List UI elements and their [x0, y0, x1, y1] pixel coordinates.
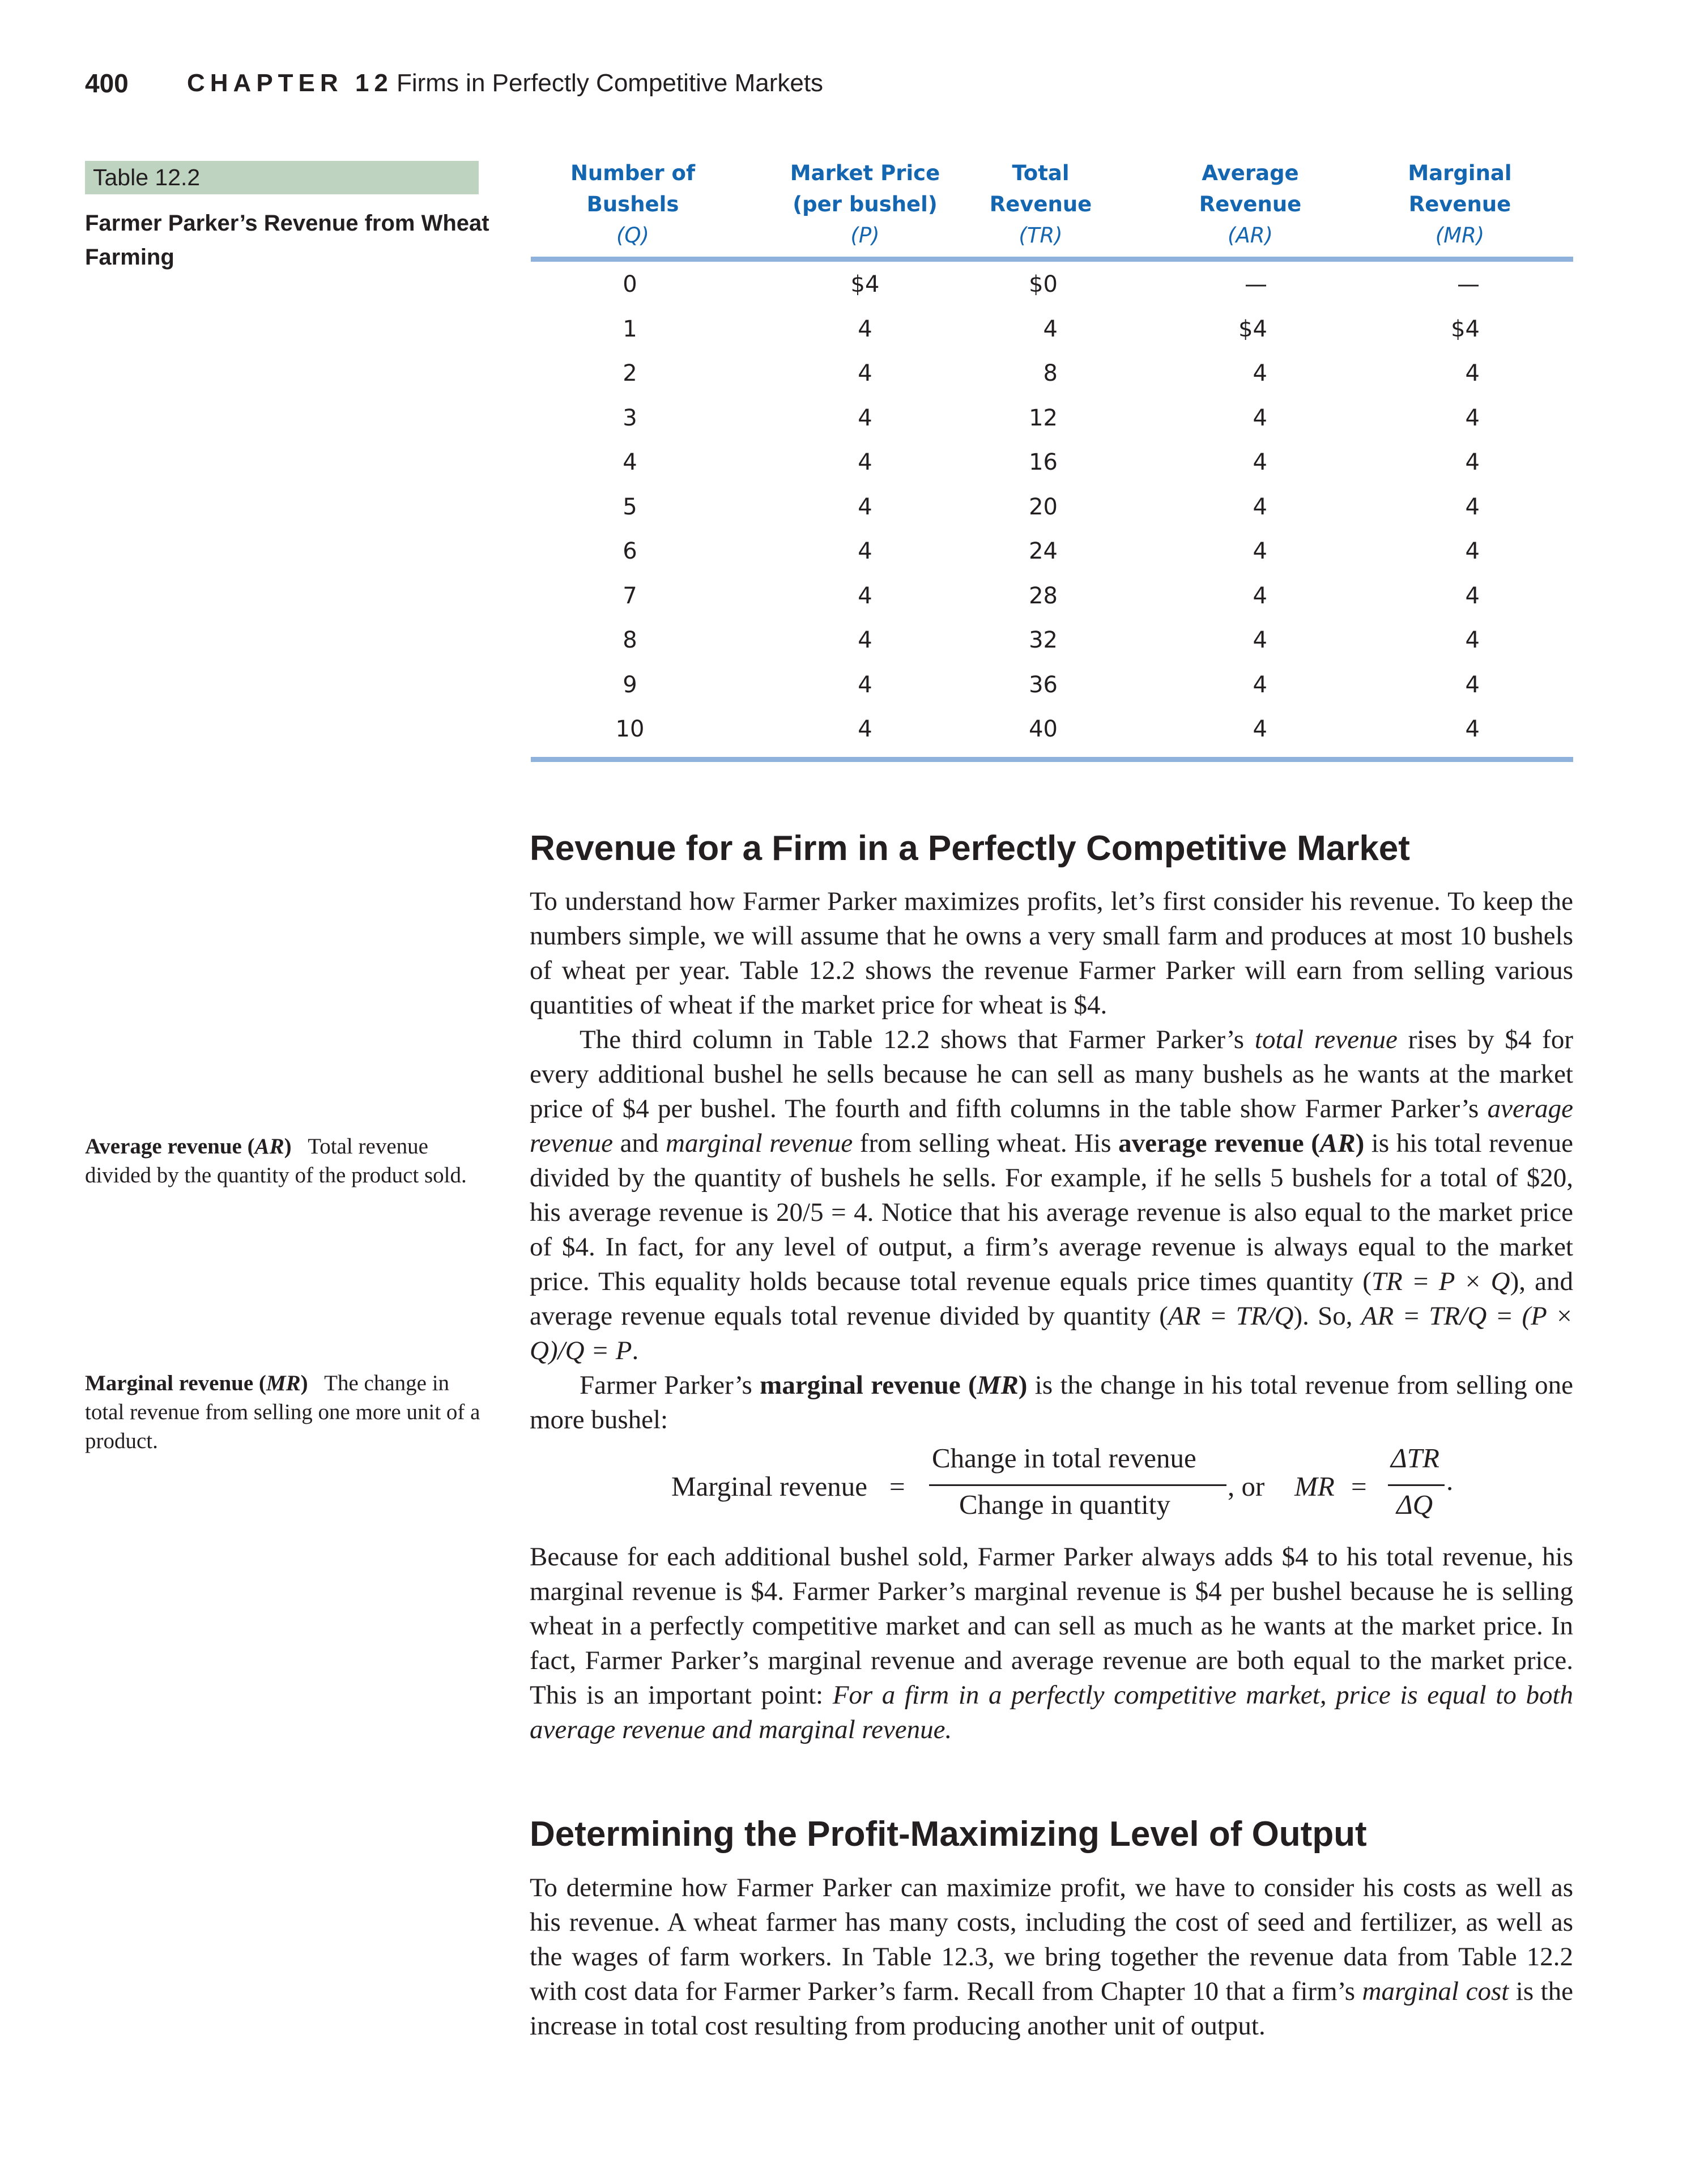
cell-average-revenue: 4 [1253, 538, 1267, 564]
fraction-bar-2 [1388, 1484, 1445, 1486]
section-heading-revenue: Revenue for a Firm in a Perfectly Competitive Market [530, 829, 1410, 868]
cell-average-revenue: 4 [1253, 582, 1267, 609]
equation-lhs: Marginal revenue [671, 1471, 868, 1502]
fraction-bar [929, 1484, 1226, 1486]
cell-average-revenue: 4 [1253, 671, 1267, 698]
cell-total-revenue: 36 [1029, 671, 1058, 698]
cell-marginal-revenue: 4 [1465, 493, 1480, 520]
equation-numerator-2: ΔTR [1391, 1442, 1439, 1474]
equation-denominator: Change in quantity [959, 1489, 1170, 1520]
cell-price: 4 [858, 360, 872, 386]
column-header-price: Market Price (per bushel) (P) [790, 161, 940, 248]
table-row [531, 663, 1573, 707]
column-header-quantity: Number of Bushels (Q) [570, 161, 696, 248]
section-revenue-text [530, 884, 1573, 1437]
cell-quantity: 3 [623, 405, 637, 431]
section-revenue-text-continued [530, 1540, 1573, 1747]
table-row [531, 440, 1573, 484]
cell-quantity: 7 [623, 582, 637, 609]
cell-price: 4 [858, 716, 872, 742]
cell-total-revenue: $0 [1029, 271, 1058, 297]
cell-price: 4 [858, 405, 872, 431]
table-top-rule [531, 257, 1573, 262]
cell-average-revenue: 4 [1253, 716, 1267, 742]
table-row [531, 529, 1573, 573]
column-header-marginal-revenue: Marginal Revenue (MR) [1408, 161, 1512, 248]
margin-definition-marginal-revenue: Marginal revenue (MR) The change in total revenue from selling one more unit of a product. [85, 1371, 480, 1453]
cell-quantity: 0 [623, 271, 637, 297]
cell-total-revenue: 28 [1029, 582, 1058, 609]
cell-price: 4 [858, 449, 872, 475]
cell-total-revenue: 24 [1029, 538, 1058, 564]
cell-price: 4 [858, 538, 872, 564]
table-row [531, 396, 1573, 440]
cell-price: $4 [850, 271, 880, 297]
cell-price: 4 [858, 582, 872, 609]
paragraph: The third column in Table 12.2 shows that Farmer Parker’s total revenue rises by $4 for every additional bushel he sells because he can sell as many bushels as he wants at the market price of $4 per bushel. The fourth and fifth columns in the table show Farmer Parker’s average revenue and marginal revenue from selling wheat. His average revenue (AR) is his total revenue divided by the quantity of bushels he sells. For example, if he sells 5 bushels for a total of $20, his average revenue is 20/5 = 4. Notice that his average revenue is also equal to the market price of $4. In fact, for any level of output, a firm’s average revenue is always equal to the market price. This equality holds because total revenue equals price times quantity (TR = P × Q), and average revenue equals total revenue divided by quantity (AR = TR/Q). So, AR = TR/Q = (P × Q)/Q = P. [530, 1025, 1574, 1365]
cell-average-revenue: 4 [1253, 449, 1267, 475]
paragraph: Because for each additional bushel sold, Farmer Parker always adds $4 to his total revenue, his marginal revenue is $4. Farmer Parker’s marginal revenue is $4 per bushel because he is selling wheat in a perfectly competitive market and can sell as much as he wants at the market price. In fact, Farmer Parker’s marginal revenue and average revenue are both equal to the market price. This is an important point: For a firm in a perfectly competitive market, price is equal to both average revenue and marginal revenue. [530, 1542, 1574, 1744]
equation-period: . [1446, 1465, 1454, 1496]
table-row [531, 262, 1573, 306]
cell-quantity: 5 [623, 493, 637, 520]
equation-mr-symbol: MR [1294, 1471, 1335, 1502]
column-header-total-revenue: Total Revenue (TR) [989, 161, 1092, 248]
cell-total-revenue: 4 [1043, 316, 1058, 342]
cell-marginal-revenue: 4 [1465, 716, 1480, 742]
table-caption: Farmer Parker’s Revenue from Wheat Farming [85, 211, 489, 270]
equation-equals-2: = [1351, 1471, 1367, 1502]
table-bottom-rule [531, 757, 1573, 762]
margin-definition-average-revenue: Average revenue (AR) Total revenue divided by the quantity of the product sold. [85, 1134, 467, 1187]
table-row [531, 351, 1573, 395]
cell-average-revenue: — [1245, 271, 1267, 297]
cell-total-revenue: 8 [1043, 360, 1058, 386]
table-row [531, 485, 1573, 529]
page-number: 400 [85, 69, 129, 98]
chapter-label: CHAPTER 12 [187, 69, 393, 97]
table-row [531, 618, 1573, 662]
cell-average-revenue: 4 [1253, 405, 1267, 431]
cell-marginal-revenue: 4 [1465, 449, 1480, 475]
equation-connector: , or [1228, 1471, 1265, 1502]
cell-quantity: 2 [623, 360, 637, 386]
cell-total-revenue: 16 [1029, 449, 1058, 475]
cell-total-revenue: 40 [1029, 716, 1058, 742]
table-label-box [85, 161, 479, 194]
cell-marginal-revenue: — [1457, 271, 1480, 297]
equation-denominator-2: ΔQ [1396, 1489, 1433, 1520]
paragraph: To determine how Farmer Parker can maximize profit, we have to consider his costs as well as his revenue. A wheat farmer has many costs, including the cost of seed and fertilizer, as well as the wages of farm workers. In Table 12.3, we bring together the revenue data from Table 12.2 with cost data for Farmer Parker’s farm. Recall from Chapter 10 that a firm’s marginal cost is the increase in total cost resulting from producing another unit of output. [530, 1873, 1573, 2041]
table-row [531, 307, 1573, 351]
cell-price: 4 [858, 316, 872, 342]
cell-total-revenue: 12 [1029, 405, 1058, 431]
cell-marginal-revenue: 4 [1465, 671, 1480, 698]
cell-quantity: 9 [623, 671, 637, 698]
column-header-average-revenue: Average Revenue (AR) [1199, 161, 1302, 248]
cell-average-revenue: 4 [1253, 627, 1267, 653]
cell-average-revenue: $4 [1238, 316, 1267, 342]
cell-quantity: 4 [623, 449, 637, 475]
cell-price: 4 [858, 493, 872, 520]
cell-total-revenue: 20 [1029, 493, 1058, 520]
cell-average-revenue: 4 [1253, 360, 1267, 386]
cell-total-revenue: 32 [1029, 627, 1058, 653]
cell-price: 4 [858, 671, 872, 698]
section-heading-profit-max: Determining the Profit-Maximizing Level of Output [530, 1815, 1367, 1854]
paragraph: Farmer Parker’s marginal revenue (MR) is the change in his total revenue from selling one more bushel: [530, 1370, 1573, 1434]
chapter-title: Firms in Perfectly Competitive Markets [397, 69, 824, 97]
cell-marginal-revenue: 4 [1465, 627, 1480, 653]
table-row [531, 707, 1573, 751]
table-label: Table 12.2 [93, 164, 201, 190]
cell-marginal-revenue: 4 [1465, 582, 1480, 609]
cell-marginal-revenue: 4 [1465, 538, 1480, 564]
cell-marginal-revenue: 4 [1465, 405, 1480, 431]
cell-quantity: 8 [623, 627, 637, 653]
cell-marginal-revenue: $4 [1451, 316, 1480, 342]
cell-quantity: 6 [623, 538, 637, 564]
cell-average-revenue: 4 [1253, 493, 1267, 520]
paragraph: To understand how Farmer Parker maximizes profits, let’s first consider his revenue. To keep the numbers simple, we will assume that he owns a very small farm and produces at most 10 bushels of wheat per year. Table 12.2 shows the revenue Farmer Parker will earn from selling various quantities of wheat if the market price for wheat is $4. [530, 887, 1573, 1020]
cell-marginal-revenue: 4 [1465, 360, 1480, 386]
table-row [531, 574, 1573, 618]
equation-equals: = [889, 1471, 905, 1502]
section-profit-max-text [530, 1871, 1573, 2043]
cell-quantity: 10 [615, 716, 645, 742]
equation-numerator: Change in total revenue [932, 1442, 1196, 1474]
cell-quantity: 1 [623, 316, 637, 342]
cell-price: 4 [858, 627, 872, 653]
